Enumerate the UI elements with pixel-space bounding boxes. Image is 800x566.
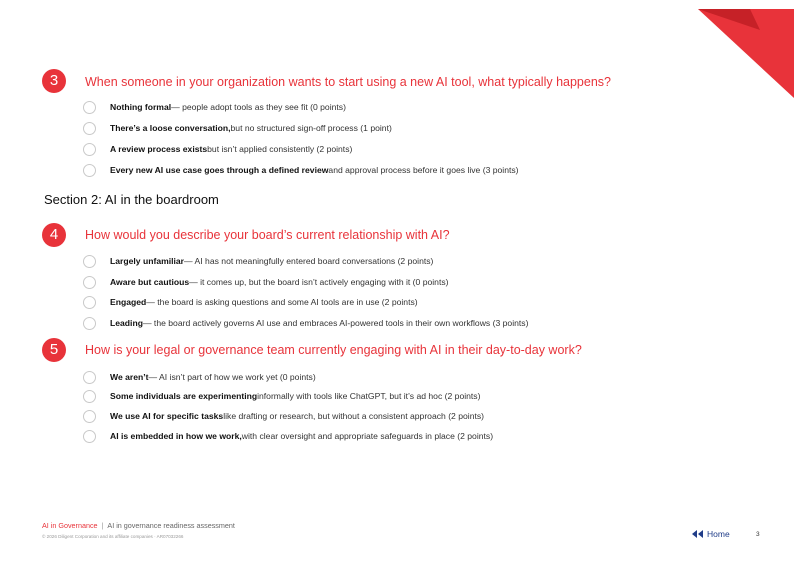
radio-button[interactable] — [83, 390, 96, 403]
option-bold-text: Aware but cautious — [110, 277, 190, 287]
option-bold-text: Some individuals are experimenting — [110, 391, 258, 401]
option-q5-2[interactable] — [83, 389, 480, 403]
option-q4-4[interactable] — [83, 316, 528, 330]
double-chevron-left-icon — [692, 530, 703, 538]
question-text: How would you describe your board’s current relationship with AI? — [85, 228, 450, 242]
radio-button[interactable] — [83, 371, 96, 384]
option-q5-1[interactable] — [83, 370, 316, 384]
footer-brand-line — [42, 521, 235, 530]
footer-brand: AI in Governance — [42, 521, 98, 530]
option-bold-text: A review process exists — [110, 144, 208, 154]
option-text: with clear oversight and appropriate safeguards in place (2 points) — [241, 431, 494, 441]
radio-button[interactable] — [83, 410, 96, 423]
option-q3-3[interactable] — [83, 142, 352, 156]
option-text: — the board is asking questions and some AI tools are in use (2 points) — [146, 297, 418, 307]
option-q4-3[interactable] — [83, 295, 418, 309]
option-text: like drafting or research, but without a consistent approach (2 points) — [223, 411, 485, 421]
option-bold-text: We use AI for specific tasks — [110, 411, 224, 421]
footer-separator: | — [101, 521, 104, 530]
radio-button[interactable] — [83, 164, 96, 177]
option-bold-text: There’s a loose conversation, — [110, 123, 231, 133]
radio-button[interactable] — [83, 101, 96, 114]
radio-button[interactable] — [83, 296, 96, 309]
option-bold-text: Largely unfamiliar — [110, 256, 185, 266]
radio-button[interactable] — [83, 143, 96, 156]
home-label: Home — [707, 529, 730, 539]
question-text: How is your legal or governance team currently engaging with AI in their day-to-day work? — [85, 343, 582, 357]
radio-button[interactable] — [83, 122, 96, 135]
radio-button[interactable] — [83, 255, 96, 268]
option-q3-1[interactable] — [83, 100, 346, 114]
option-bold-text: We aren’t — [110, 372, 149, 382]
option-bold-text: Engaged — [110, 297, 147, 307]
section-title: Section 2: AI in the boardroom — [44, 192, 219, 207]
question-number-badge: 4 — [42, 223, 66, 247]
question-text: When someone in your organization wants to start using a new AI tool, what typically happens? — [85, 75, 611, 89]
option-text: but isn’t applied consistently (2 points) — [207, 144, 353, 154]
option-q3-2[interactable] — [83, 121, 392, 135]
footer-subtitle: AI in governance readiness assessment — [107, 521, 235, 530]
radio-button[interactable] — [83, 430, 96, 443]
question-number-badge: 3 — [42, 69, 66, 93]
option-q5-4[interactable] — [83, 429, 493, 443]
copyright-text: © 2026 Diligent Corporation and its affiliate companies · AR07032266 — [42, 534, 184, 539]
page-number: 3 — [756, 531, 760, 538]
option-bold-text: Every new AI use case goes through a defined review — [110, 165, 329, 175]
option-q4-1[interactable] — [83, 254, 433, 268]
home-link[interactable] — [692, 529, 730, 539]
option-q4-2[interactable] — [83, 275, 449, 289]
option-text: informally with tools like ChatGPT, but it’s ad hoc (2 points) — [257, 391, 481, 401]
option-q3-4[interactable] — [83, 163, 519, 177]
option-bold-text: Leading — [110, 318, 143, 328]
option-text: and approval process before it goes live (3 points) — [328, 165, 519, 175]
option-bold-text: Nothing formal — [110, 102, 172, 112]
radio-button[interactable] — [83, 317, 96, 330]
option-text: — the board actively governs AI use and embraces AI-powered tools in their own workflows (3 points) — [142, 318, 529, 328]
option-text: — AI isn’t part of how we work yet (0 points) — [148, 372, 316, 382]
option-bold-text: AI is embedded in how we work, — [110, 431, 242, 441]
option-text: — people adopt tools as they see fit (0 points) — [171, 102, 346, 112]
option-q5-3[interactable] — [83, 409, 484, 423]
option-text: but no structured sign-off process (1 point) — [230, 123, 392, 133]
radio-button[interactable] — [83, 276, 96, 289]
question-number-badge: 5 — [42, 338, 66, 362]
corner-decoration — [690, 0, 800, 100]
option-text: — it comes up, but the board isn’t actively engaging with it (0 points) — [189, 277, 449, 287]
option-text: — AI has not meaningfully entered board conversations (2 points) — [184, 256, 434, 266]
